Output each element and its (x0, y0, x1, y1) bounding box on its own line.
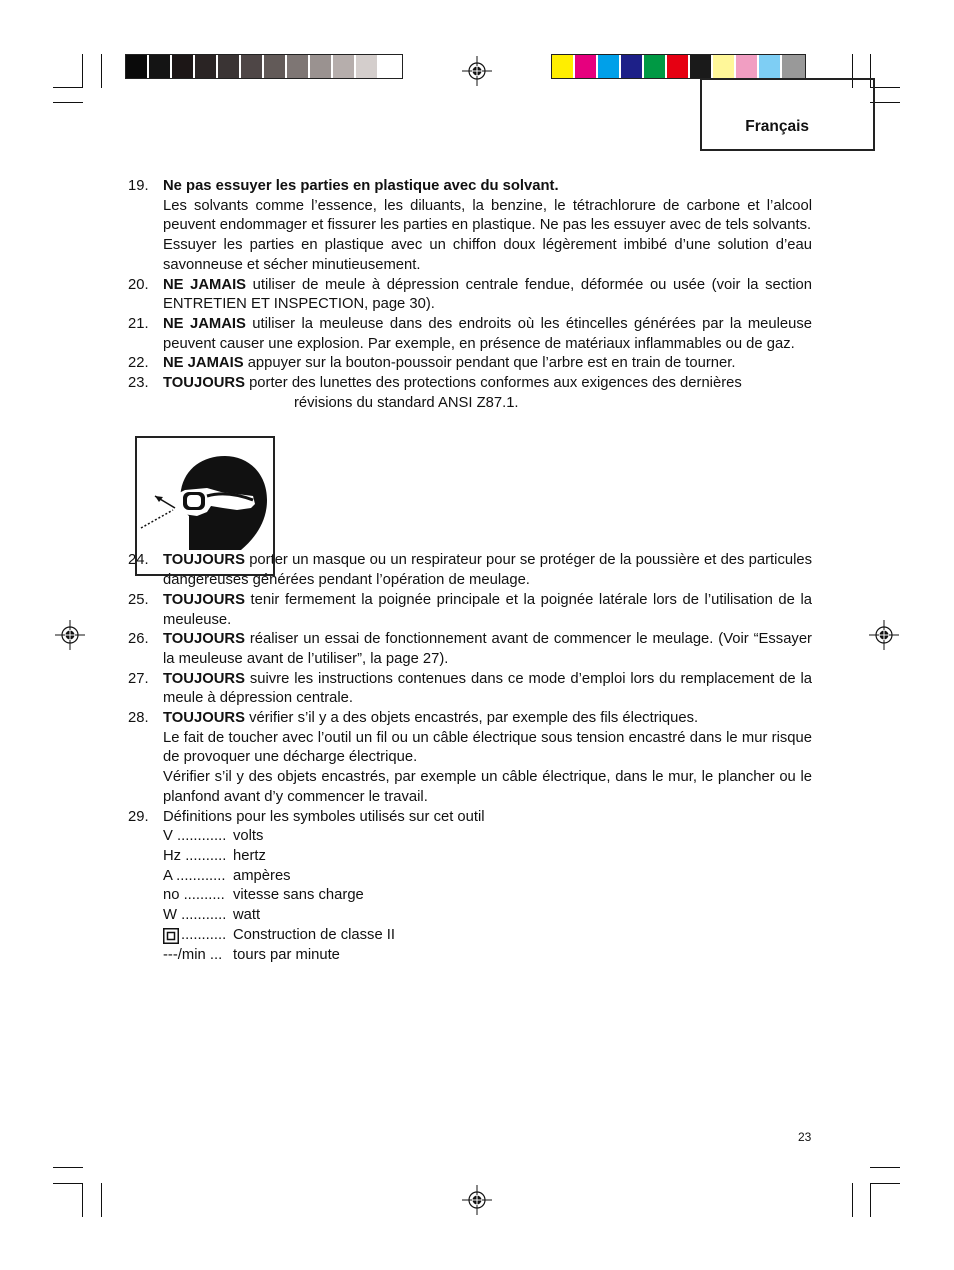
item-paragraph: Les solvants comme l’essence, les diluants, la benzine, le tétrachlorure de carbone et l’alcool peuvent endommager et fissurer les parties en plastique. Ne pas les essuyer avec de tels solvants. (163, 197, 812, 234)
item-paragraph: Essuyer les parties en plastique avec un chiffon doux légèrement imbibé d’une solution d’eau savonneuse et sécher minutieusement. (163, 237, 812, 273)
item-paragraph: Le fait de toucher avec l’outil un fil ou un câble électrique sous tension encastré dans le mur risque de provoquer une décharge électrique. (163, 729, 812, 766)
color-swatch (333, 55, 356, 78)
instruction-item-29 (128, 808, 812, 828)
color-swatch (690, 55, 713, 78)
item-number: 27. (128, 670, 149, 687)
instruction-item-22 (128, 354, 812, 374)
color-swatch (782, 55, 805, 78)
item-number: 21. (128, 315, 149, 332)
symbol-value: watt (233, 907, 261, 924)
color-swatch (149, 55, 172, 78)
instruction-item-19 (128, 177, 812, 276)
crop-mark (852, 1183, 853, 1217)
symbol-value: vitesse sans charge (233, 887, 364, 904)
item-keyword: TOUJOURS (163, 552, 245, 569)
page-number: 23 (798, 1130, 812, 1144)
instruction-item-25 (128, 591, 812, 630)
instruction-item-23 (128, 374, 812, 413)
instruction-item-28 (128, 709, 812, 808)
registration-mark-icon (462, 1185, 492, 1215)
symbol-value: hertz (233, 847, 266, 864)
item-number: 20. (128, 276, 149, 293)
item-keyword: NE JAMAIS (163, 315, 246, 332)
color-swatch (598, 55, 621, 78)
symbol-row (163, 906, 812, 926)
item-keyword: TOUJOURS (163, 375, 245, 392)
item-text: réaliser un essai de fonctionnement avant de commencer le meulage. (Voir “Essayer la meuleuse avant de l’utiliser”, la page 27). (163, 631, 812, 667)
symbol-key: no .......... (163, 887, 225, 904)
symbol-key: ........... (181, 926, 227, 943)
item-text: utiliser de meule à dépression centrale fendue, déformée ou usée (voir la section ENTRETIEN ET INSPECTION, page 30). (163, 276, 812, 313)
color-swatch (575, 55, 598, 78)
color-swatch (667, 55, 690, 78)
symbol-row (163, 946, 812, 966)
crop-mark (870, 1183, 900, 1184)
registration-mark-icon (55, 620, 85, 650)
symbol-row (163, 867, 812, 887)
grayscale-calibration-bar (125, 54, 403, 79)
color-swatch (172, 55, 195, 78)
crop-mark (101, 54, 102, 88)
crop-mark (53, 1183, 83, 1184)
color-swatch (264, 55, 287, 78)
item-text: Définitions pour les symboles utilisés sur cet outil (163, 808, 485, 825)
crop-mark (53, 87, 83, 88)
language-label: Français (745, 118, 809, 135)
symbol-key: W ........... (163, 907, 227, 924)
crop-mark (870, 1167, 900, 1168)
eye-protection-figure (135, 436, 275, 576)
color-swatch (310, 55, 333, 78)
item-keyword: NE JAMAIS (163, 355, 244, 372)
color-swatch (713, 55, 736, 78)
instruction-item-21 (128, 315, 812, 354)
registration-mark-icon (462, 56, 492, 86)
symbol-key: ---/min ... (163, 946, 223, 963)
symbol-value: tours par minute (233, 946, 340, 963)
item-keyword: TOUJOURS (163, 591, 245, 608)
item-number: 26. (128, 631, 149, 648)
color-swatch (379, 55, 402, 78)
item-text: utiliser la meuleuse dans des endroits où les étincelles générées par la meuleuse peuvent causer une explosion. Par exemple, en présence de matériaux inflammables ou de gaz. (163, 315, 812, 352)
item-number: 25. (128, 591, 149, 608)
registration-mark-icon (869, 620, 899, 650)
symbol-row (163, 886, 812, 906)
symbol-value: volts (233, 828, 264, 845)
item-keyword: TOUJOURS (163, 670, 245, 687)
item-paragraph: Vérifier s’il y des objets encastrés, par exemple un câble électrique, dans le mur, le plancher ou le planfond avant d’y commencer le travail. (163, 769, 812, 805)
color-swatch (621, 55, 644, 78)
item-keyword: TOUJOURS (163, 631, 245, 648)
item-text: porter des lunettes des protections conformes aux exigences des dernières (244, 375, 742, 392)
color-swatch (195, 55, 218, 78)
item-text-continuation: révisions du standard ANSI Z87.1. (294, 394, 519, 411)
item-number: 28. (128, 710, 149, 727)
symbol-row (163, 827, 812, 847)
color-swatch (759, 55, 782, 78)
symbol-definitions (163, 827, 812, 965)
symbol-key: Hz .......... (163, 847, 227, 864)
item-number: 22. (128, 355, 149, 372)
symbol-value: Construction de classe II (233, 926, 396, 943)
item-number: 24. (128, 552, 149, 569)
item-keyword: TOUJOURS (163, 710, 245, 727)
item-number: 23. (128, 375, 149, 392)
symbol-key: V ............ (163, 828, 227, 845)
item-text: appuyer sur la bouton-poussoir pendant que l’arbre est en train de tourner. (243, 355, 736, 372)
color-swatch (552, 55, 575, 78)
instruction-item-20 (128, 276, 812, 315)
color-calibration-bar (551, 54, 806, 79)
symbol-row (163, 847, 812, 867)
crop-mark (870, 1183, 871, 1217)
language-tab (700, 78, 875, 151)
crop-mark (82, 1183, 83, 1217)
instruction-item-26 (128, 630, 812, 669)
item-text: tenir fermement la poignée principale et la poignée latérale lors de l’utilisation de la meuleuse. (163, 591, 812, 628)
color-swatch (126, 55, 149, 78)
crop-mark (101, 1183, 102, 1217)
color-swatch (644, 55, 667, 78)
instruction-item-27 (128, 670, 812, 709)
item-lead: Ne pas essuyer les parties en plastique avec du solvant. (163, 178, 559, 194)
item-keyword: NE JAMAIS (163, 276, 247, 293)
item-number: 29. (128, 808, 149, 825)
color-swatch (218, 55, 241, 78)
item-text: suivre les instructions contenues dans ce mode d’emploi lors du remplacement de la meule à dépression centrale. (163, 670, 812, 707)
crop-mark (82, 54, 83, 88)
item-text: porter un masque ou un respirateur pour se protéger de la poussière et des particules dangereuses générées pendant l’opération de meulage. (163, 552, 812, 589)
symbol-row (163, 926, 812, 946)
symbol-key: A ............ (163, 867, 226, 884)
color-swatch (736, 55, 759, 78)
safety-goggles-icon (137, 438, 273, 574)
crop-mark (53, 1167, 83, 1168)
item-text: vérifier s’il y a des objets encastrés, par exemple des fils électriques. (244, 710, 699, 727)
color-swatch (356, 55, 379, 78)
crop-mark (53, 102, 83, 103)
color-swatch (241, 55, 264, 78)
double-square-icon (163, 928, 179, 944)
color-swatch (287, 55, 310, 78)
symbol-value: ampères (233, 867, 291, 884)
item-number: 19. (128, 178, 149, 194)
